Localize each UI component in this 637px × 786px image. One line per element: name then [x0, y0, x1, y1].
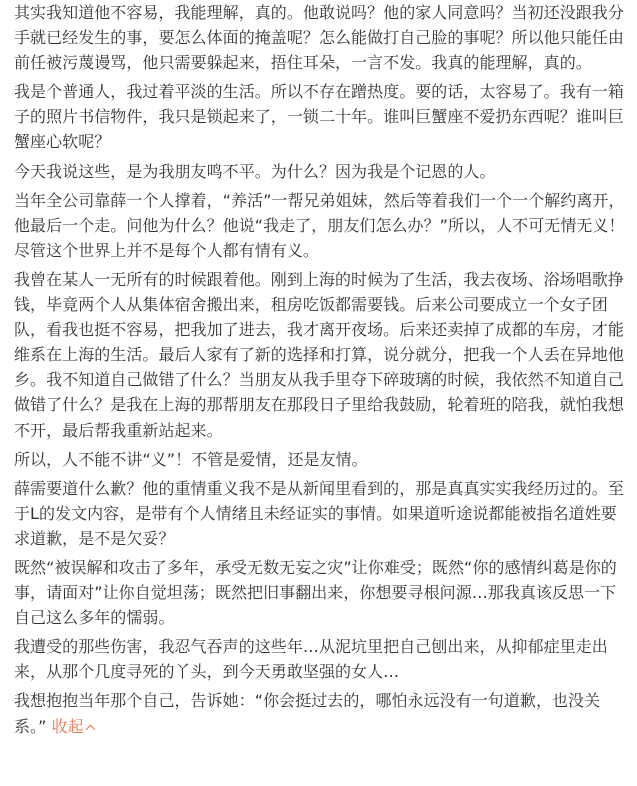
paragraph-1: 其实我知道他不容易，我能理解，真的。他敢说吗？他的家人同意吗？当初还没跟我分手就已经发生的事，要怎么体面的掩盖呢？怎么能做打自己脸的事呢？所以他只能任由前任被污蔑谩骂，他只需要躲起来，捂住耳朵，一言不发。我真的能理解，真的。 [14, 3, 624, 73]
paragraph-8: 既然“被误解和攻击了多年，承受无数无妄之灾”让你难受；既然“你的感情纠葛是你的事，请面对”让你自觉坦荡；既然把旧事翻出来，你想要寻根问源…那我真该反思一下自己这么多年的懦弱。 [14, 557, 617, 628]
paragraph-4: 当年全公司靠薛一个人撑着，“养活”一帮兄弟姐妹，然后等着我们一个一个解约离开，他最后一个走。问他为什么？他说“我走了，朋友们怎么办？”所以，人不可无情无义！尽管这个世界上并不是每个人都有情有义。 [14, 190, 625, 260]
paragraph-2: 我是个普通人，我过着平淡的生活。所以不存在蹭热度。要的话，太容易了。我有一箱子的照片书信物件，我只是锁起来了，一锁二十年。谁叫巨蟹座不爱扔东西呢？谁叫巨蟹座心软呢？ [14, 82, 624, 152]
paragraph-10-text: 我想抱抱当年那个自己，告诉她：“你会挺过去的，哪怕永远没有一句道歉，也没关系。” [14, 691, 601, 736]
paragraph-9: 我遭受的那些伤害，我忍气吞声的这些年…从泥坑里把自己刨出来，从抑郁症里走出来，从那个几度寻死的丫头，到今天勇敢坚强的女人… [14, 637, 608, 682]
paragraph-3: 今天我说这些，是为我朋友鸣不平。为什么？因为我是个记恩的人。 [14, 161, 496, 181]
collapse-label: 收起 [51, 716, 84, 736]
collapse-link[interactable] [52, 717, 94, 736]
paragraph-10 [14, 688, 627, 738]
paragraph-7: 薛需要道什么歉？他的重情重义我不是从新闻里看到的，那是真真实实我经历过的。至于L的发文内容，是带有个人情绪且未经证实的事情。如果道听途说都能被指名道姓要求道歉，是不是欠妥？ [14, 478, 624, 548]
chevron-up-icon [85, 724, 95, 734]
paragraph-5: 我曾在某人一无所有的时候跟着他。刚到上海的时候为了生活，我去夜场、浴场唱歌挣钱，毕竟两个人从集体宿舍搬出来，租房吃饭都需要钱。后来公司要成立一个女子团队，看我也挺不容易，把我加了进去，我才离开夜场。后来还卖掉了成都的车房，才能维系在上海的生活。最后人家有了新的选择和打算，说分就分，把我一个人丢在异地他乡。我不知道自己做错了什么？当朋友从我手里夺下碎玻璃的时候，我依然不知道自己做错了什么？是我在上海的那帮朋友在那段日子里给我鼓励，轮着班的陪我，就怕我想不开，最后帮我重新站起来。 [14, 269, 624, 440]
paragraph-6: 所以，人不能不讲“义”！不管是爱情，还是友情。 [14, 449, 368, 469]
